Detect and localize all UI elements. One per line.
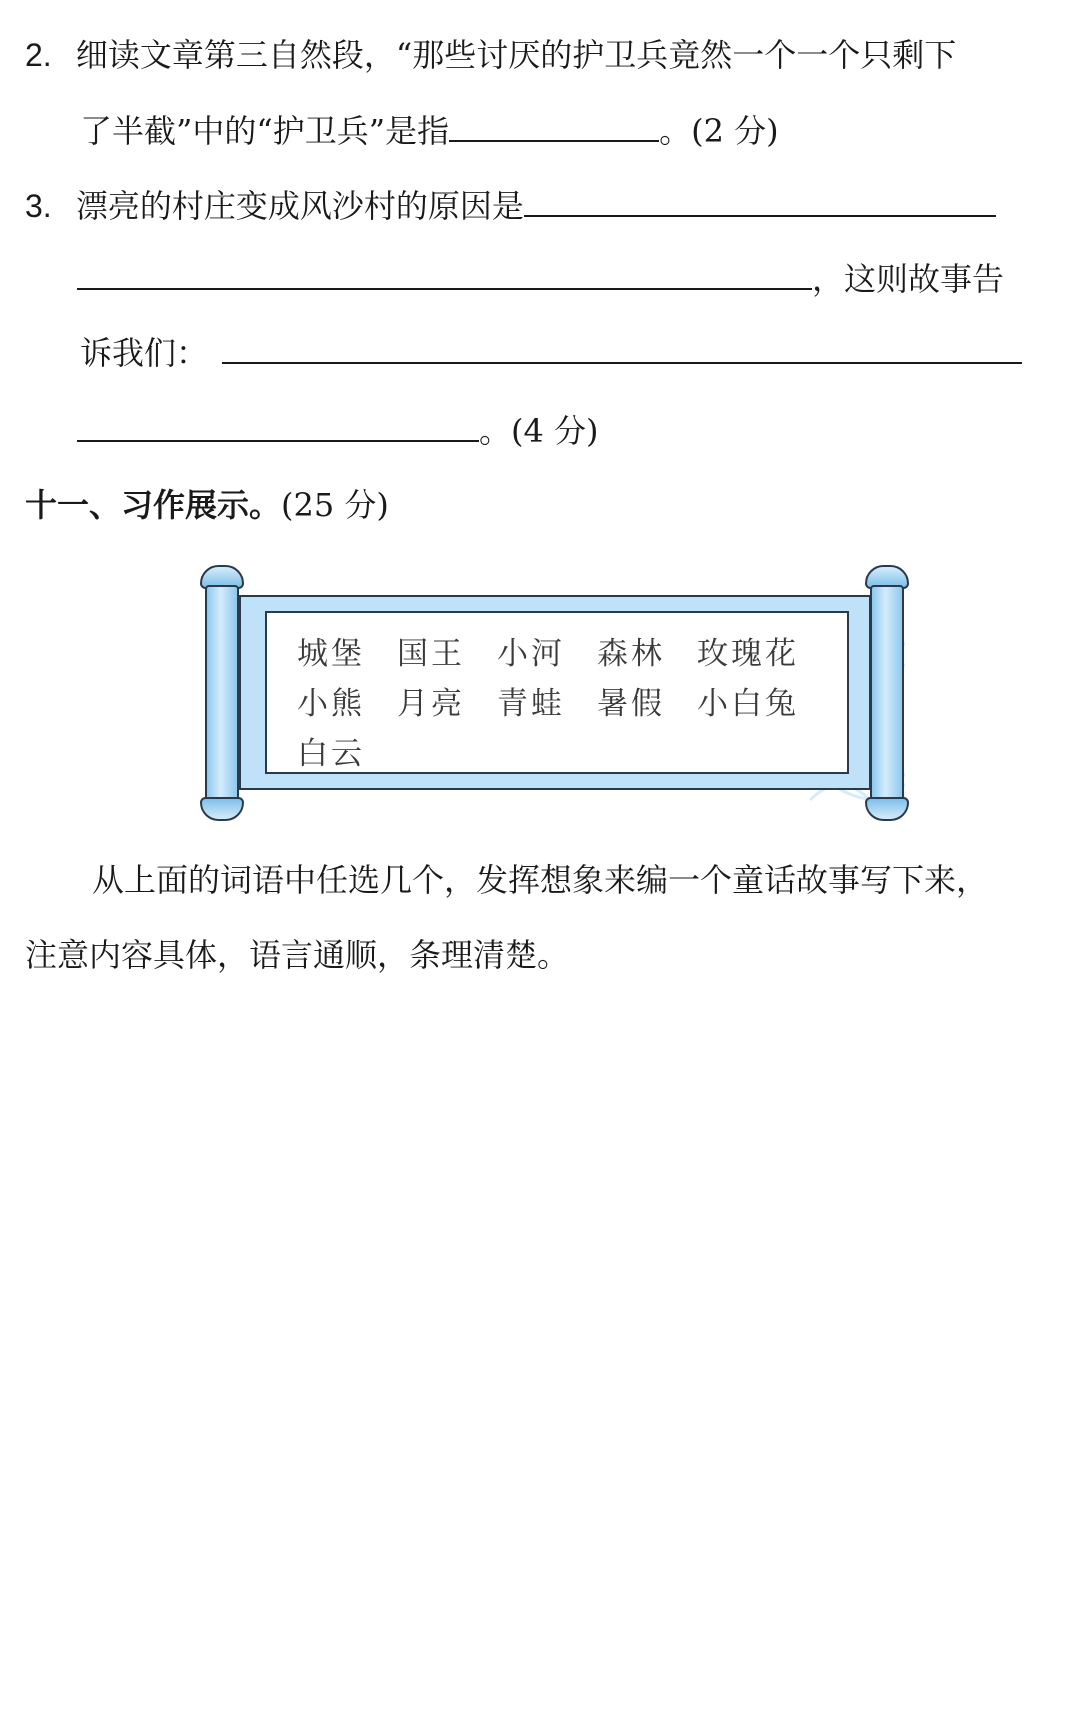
word-item: 玫瑰花: [697, 636, 799, 672]
scroll-right-bottom-cap: [865, 797, 909, 821]
q3-answer-blank-4[interactable]: [77, 410, 479, 442]
word-item: 月亮: [397, 686, 465, 722]
q3-score: 。(4 分): [479, 412, 599, 450]
word-item: 小白兔: [697, 686, 799, 722]
word-item: 森林: [597, 636, 665, 672]
q2-line-1: [25, 35, 956, 75]
word-box: [265, 611, 849, 774]
word-item: 暑假: [597, 686, 665, 722]
scroll-left-rod: [205, 585, 239, 804]
word-item: 城堡: [297, 636, 365, 672]
word-item: 小熊: [297, 686, 365, 722]
scroll-right-rod: [870, 585, 904, 804]
word-item: 国王: [397, 636, 465, 672]
scroll-paper: [239, 595, 871, 790]
word-list: [297, 629, 799, 779]
word-item: 白云: [297, 736, 365, 772]
instruction-text-2: 注意内容具体，语言通顺，条理清楚。: [25, 936, 570, 974]
q3-answer-blank-1[interactable]: [524, 185, 996, 217]
q2-text-2: 了半截”中的“护卫兵”是指: [80, 112, 450, 150]
word-item: 小河: [497, 636, 565, 672]
q2-text-1: 细读文章第三自然段，“那些讨厌的护卫兵竟然一个一个只剩下: [75, 36, 957, 74]
q2-line-2: [80, 110, 779, 151]
q3-text-1: 漂亮的村庄变成风沙村的原因是: [75, 187, 524, 225]
section-11-score: (25 分): [281, 486, 389, 524]
word-item: 青蛙: [497, 686, 565, 722]
q3-line-2: [77, 258, 1004, 299]
section-11-heading: [25, 485, 389, 525]
q3-answer-blank-3[interactable]: [222, 332, 1022, 364]
instruction-text-1: 从上面的词语中任选几个，发挥想象来编一个童话故事写下来，: [92, 861, 989, 899]
q3-line-4: [77, 410, 599, 451]
q3-line-1: [25, 185, 996, 226]
q3-line-3: [80, 332, 1022, 373]
instruction-line-1: [92, 860, 988, 900]
q2-answer-blank[interactable]: [449, 110, 659, 142]
scroll-left-bottom-cap: [200, 797, 244, 821]
q2-score: 。(2 分): [659, 112, 779, 150]
word-scroll: [205, 565, 905, 820]
q2-number: 2.: [25, 37, 52, 73]
q3-text-2: ，这则故事告: [812, 260, 1005, 298]
q3-text-3: 诉我们：: [80, 334, 209, 372]
instruction-line-2: [25, 935, 569, 975]
section-11-title: 十一、习作展示。: [25, 486, 282, 524]
q3-number: 3.: [25, 188, 52, 224]
q3-answer-blank-2[interactable]: [77, 258, 812, 290]
